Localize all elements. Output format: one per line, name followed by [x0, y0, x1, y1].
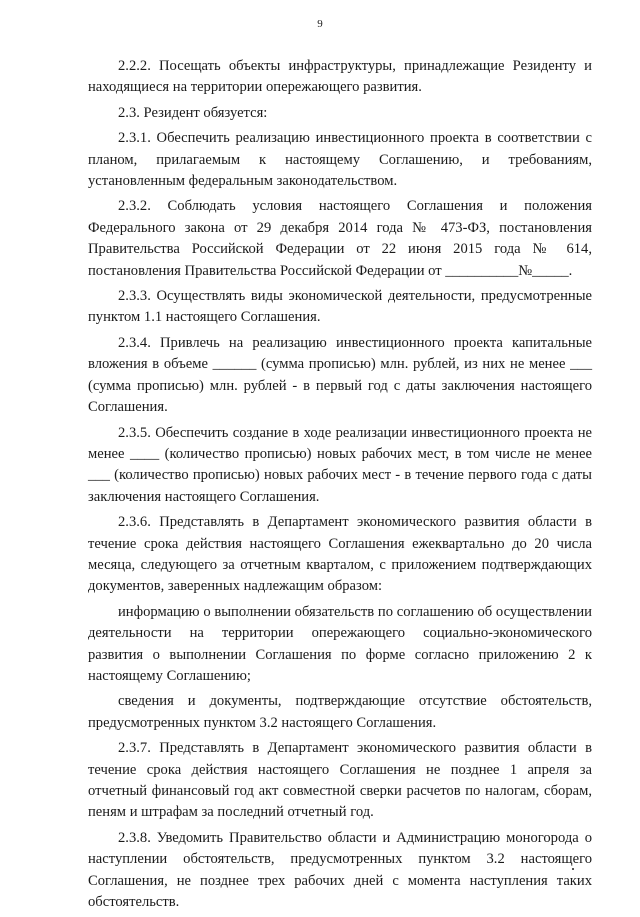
- clause-2-2-2: 2.2.2. Посещать объекты инфраструктуры, принадлежащие Резиденту и находящиеся на территории опережающего развития.: [88, 58, 592, 96]
- clause-2-3-3: 2.3.3. Осуществлять виды экономической деятельности, предусмотренные пунктом 1.1 настоящего Соглашения.: [88, 288, 592, 326]
- document-body: [88, 56, 592, 917]
- page-number: 9: [317, 18, 323, 30]
- clause-2-3-4: 2.3.4. Привлечь на реализацию инвестиционного проекта капитальные вложения в объеме ______ (сумма прописью) млн. рублей, из них не менее ___ (сумма прописью) млн. рублей - в первый год с даты заключения настоящего Соглашения.: [88, 334, 592, 416]
- clause-2-3-6-subitem-info: информацию о выполнении обязательств по соглашению об осуществлении деятельности на территории опережающего социально-экономического развития о выполнении Соглашения по форме согласно приложению 2 к настоящему Соглашению;: [88, 603, 592, 684]
- clause-2-3-1: 2.3.1. Обеспечить реализацию инвестиционного проекта в соответствии с планом, прилагаемым к настоящему Соглашению, и требованиям, установленным федеральным законодательством.: [88, 130, 592, 190]
- clause-2-3-7: 2.3.7. Представлять в Департамент экономического развития области в течение срока действия настоящего Соглашения не позднее 1 апреля за отчетный финансовый год акт совместной сверки расчетов по налогам, сборам, пеням и штрафам за последний отчетный год.: [88, 740, 592, 821]
- clause-2-3-8: 2.3.8. Уведомить Правительство области и Администрацию моногорода о наступлении обстоятельств, предусмотренных пунктом 3.2 настоящего Соглашения, не позднее трех рабочих дней с момента наступления таких обстоятельств.: [88, 829, 592, 911]
- clause-2-3: 2.3. Резидент обязуется:: [118, 104, 268, 121]
- clause-2-3-5: 2.3.5. Обеспечить создание в ходе реализации инвестиционного проекта не менее ____ (количество прописью) новых рабочих мест, в том числе не менее ___ (количество прописью) новых рабочих мест - в течение первого года с даты заключения настоящего Соглашения.: [88, 424, 592, 505]
- clause-2-3-6-subitem-docs: сведения и документы, подтверждающие отсутствие обстоятельств, предусмотренных пунктом 3.2 настоящего Соглашения.: [88, 693, 592, 731]
- clause-2-3-6: 2.3.6. Представлять в Департамент экономического развития области в течение срока действия настоящего Соглашения ежеквартально до 20 числа месяца, следующего за отчетным кварталом, с приложением подтверждающих документов, заверенных надлежащим образом:: [88, 514, 592, 595]
- scan-dot-mark: [572, 868, 574, 870]
- clause-2-3-2: 2.3.2. Соблюдать условия настоящего Соглашения и положения Федерального закона от 29 декабря 2014 года № 473-ФЗ, постановления Правительства Российской Федерации от 22 июня 2015 года № 614, постановления Правительства Российской Федерации от __________№_____.: [88, 198, 592, 279]
